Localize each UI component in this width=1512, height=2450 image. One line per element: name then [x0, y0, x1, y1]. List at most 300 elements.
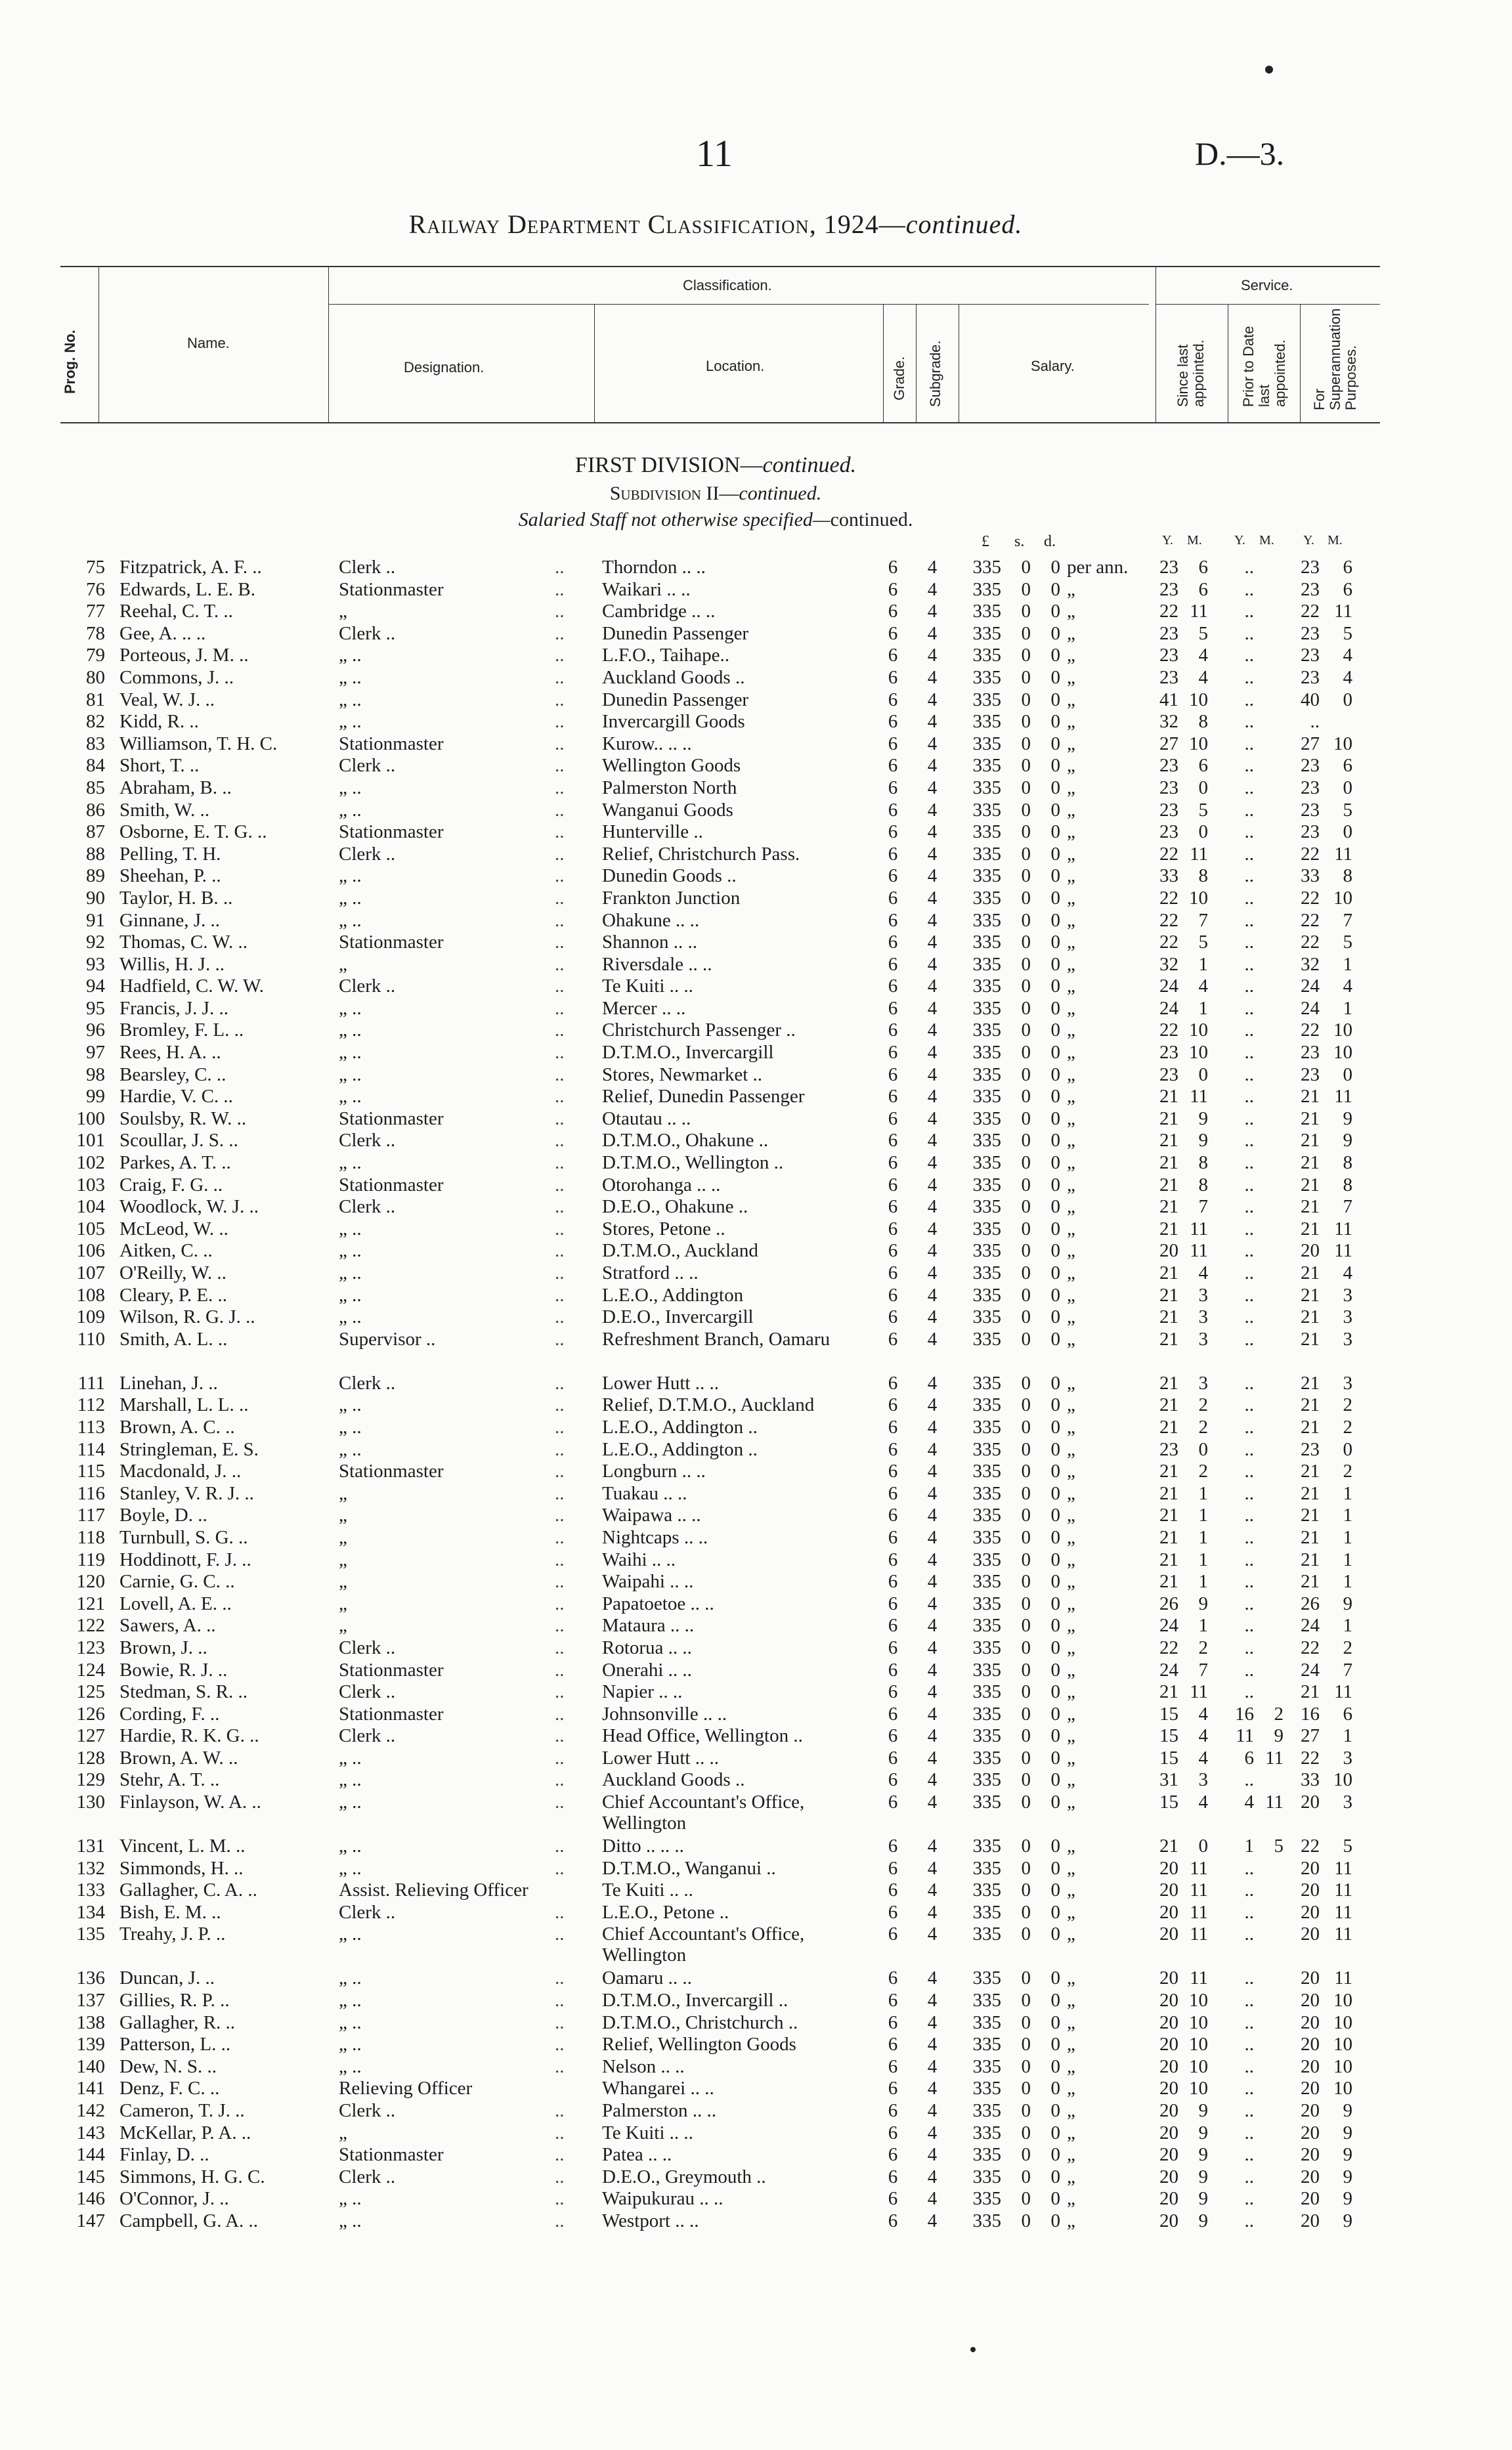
header-since-last [1175, 322, 1207, 407]
cell-s: 0 [1021, 1042, 1031, 1064]
cell-loc: Thorndon .. .. [602, 557, 706, 578]
cell-des: „ .. [339, 1836, 362, 1857]
cell-des: „ .. [339, 997, 362, 1019]
cell-fy: 22 [1301, 909, 1320, 931]
designation-leader: .. [555, 1130, 565, 1151]
cell-fy: 24 [1301, 1659, 1320, 1681]
cell-fm: 11 [1334, 1086, 1352, 1107]
cell-des: „ .. [339, 1284, 362, 1306]
cell-sub: 4 [927, 976, 938, 997]
cell-loc: Waipukurau .. .. [602, 2188, 724, 2210]
table-row [0, 1218, 1512, 1241]
cell-sy: 20 [1159, 2011, 1178, 2033]
cell-py: .. [1244, 953, 1254, 975]
cell-py: .. [1244, 1526, 1254, 1548]
designation-leader: .. [555, 2011, 565, 2033]
cell-sm: 1 [1198, 1505, 1208, 1526]
cell-sm: 0 [1198, 777, 1208, 798]
cell-sy: 23 [1159, 777, 1178, 798]
cell-sub: 4 [927, 1747, 938, 1769]
cell-grade: 6 [888, 2144, 898, 2166]
cell-sy: 15 [1159, 1703, 1178, 1725]
cell-s: 0 [1021, 1526, 1031, 1548]
cell-fm: 10 [1333, 1769, 1352, 1791]
cell-fm: 9 [1343, 2122, 1352, 2143]
cell-fy: 24 [1301, 1615, 1320, 1637]
cell-grade: 6 [888, 1990, 898, 2011]
cell-fm: 6 [1343, 755, 1352, 777]
cell-sm: 4 [1198, 645, 1208, 666]
cell-no: 93 [86, 953, 105, 975]
cell-no: 97 [86, 1042, 105, 1064]
header-designation: Designation. [404, 359, 485, 376]
cell-per: „ [1067, 1659, 1075, 1681]
cell-fm: 8 [1343, 865, 1352, 887]
table-row [0, 910, 1512, 932]
cell-py: .. [1244, 1152, 1254, 1174]
cell-fm: 0 [1343, 1438, 1352, 1460]
cell-sm: 9 [1198, 2144, 1208, 2166]
cell-fm: 10 [1333, 2078, 1352, 2099]
cell-s: 0 [1021, 1064, 1031, 1085]
designation-leader: .. [555, 1482, 565, 1504]
cell-py: .. [1244, 666, 1254, 688]
cell-sm: 10 [1189, 1990, 1208, 2011]
cell-des: „ .. [339, 2011, 362, 2033]
designation-leader: .. [555, 1438, 565, 1460]
table-row [0, 1836, 1512, 1858]
cell-py: 6 [1244, 1747, 1254, 1769]
cell-fy: 27 [1301, 1725, 1320, 1747]
document-reference: D.—3. [1195, 135, 1285, 172]
page-number: 11 [696, 132, 733, 175]
cell-grade: 6 [888, 755, 898, 777]
header-salary: Salary. [1031, 358, 1075, 374]
cell-pd: 335 [972, 1328, 1001, 1350]
cell-py: .. [1244, 1990, 1254, 2011]
cell-loc: D.T.M.O., Auckland [602, 1240, 758, 1262]
cell-fy: 22 [1301, 1836, 1320, 1857]
cell-sy: 22 [1159, 887, 1178, 909]
table-row [0, 1262, 1512, 1285]
cell-grade: 6 [888, 1218, 898, 1239]
cell-des: „ .. [339, 865, 362, 887]
cell-py: .. [1244, 1438, 1254, 1460]
cell-pd: 335 [972, 1174, 1001, 1195]
cell-py: .. [1244, 622, 1254, 644]
cell-des: Stationmaster [339, 1703, 444, 1725]
cell-no: 142 [76, 2100, 105, 2121]
cell-loc: Westport .. .. [602, 2210, 699, 2231]
cell-per: „ [1067, 2100, 1075, 2121]
cell-sub: 4 [927, 2034, 938, 2055]
cell-sm: 5 [1198, 932, 1208, 953]
cell-fy: 22 [1301, 1020, 1320, 1041]
cell-sy: 24 [1159, 1615, 1178, 1637]
cell-sy: 20 [1159, 2100, 1178, 2121]
cell-pd: 335 [972, 1637, 1001, 1658]
table-row [0, 1660, 1512, 1682]
cell-d: 0 [1050, 1306, 1060, 1328]
cell-pd: 335 [972, 1130, 1001, 1151]
designation-leader: .. [555, 1152, 565, 1174]
title-prefix: Railway Department Classification [408, 209, 810, 239]
table-row [0, 821, 1512, 844]
subdivision-text: Subdivision II— [609, 483, 739, 504]
cell-sub: 4 [927, 1107, 938, 1129]
cell-grade: 6 [888, 2100, 898, 2121]
cell-s: 0 [1021, 1372, 1031, 1394]
cell-py: .. [1244, 1107, 1254, 1129]
cell-d: 0 [1050, 1372, 1060, 1394]
cell-py: .. [1244, 799, 1254, 821]
cell-sy: 24 [1159, 976, 1178, 997]
cell-des: Clerk .. [339, 1196, 396, 1218]
cell-sub: 4 [927, 2188, 938, 2210]
cell-fm: 5 [1343, 799, 1352, 821]
cell-sub: 4 [927, 1306, 938, 1328]
cell-sub: 4 [927, 1615, 938, 1637]
cell-grade: 6 [888, 1549, 898, 1570]
header-service: Service. [1241, 277, 1293, 293]
designation-leader: .. [555, 1857, 565, 1879]
cell-name: Sawers, A. .. [119, 1615, 216, 1637]
designation-leader: .. [555, 1769, 565, 1791]
cell-pd: 335 [972, 755, 1001, 777]
cell-fm: 3 [1343, 1306, 1352, 1328]
cell-d: 0 [1050, 865, 1060, 887]
cell-fm: 4 [1343, 976, 1352, 997]
cell-sm: 9 [1198, 2210, 1208, 2231]
cell-py: .. [1244, 1593, 1254, 1614]
cell-sub: 4 [927, 1064, 938, 1085]
cell-name: Hardie, V. C. .. [119, 1086, 233, 1107]
cell-per: „ [1067, 755, 1075, 777]
cell-des: „ .. [339, 1438, 362, 1460]
cell-sy: 41 [1159, 689, 1178, 710]
cell-fm: 7 [1343, 909, 1352, 931]
cell-fy: 20 [1301, 2034, 1320, 2055]
cell-loc: Waipawa .. .. [602, 1505, 701, 1526]
cell-py: .. [1244, 2034, 1254, 2055]
cell-fy: 20 [1301, 2055, 1320, 2077]
cell-py: .. [1244, 2144, 1254, 2166]
cell-des: Clerk .. [339, 557, 396, 578]
designation-leader: .. [555, 976, 565, 997]
header-divider-3 [594, 304, 595, 422]
cell-des: „ [339, 601, 347, 622]
cell-fy: 20 [1301, 1923, 1320, 1945]
cell-name: Finlay, D. .. [119, 2144, 209, 2166]
cell-des: Clerk .. [339, 1725, 396, 1747]
cell-name: Stehr, A. T. .. [119, 1769, 220, 1791]
cell-pd: 335 [972, 601, 1001, 622]
cell-d: 0 [1050, 843, 1060, 865]
table-row [0, 800, 1512, 822]
cell-pd: 335 [972, 1218, 1001, 1239]
cell-des: „ .. [339, 2210, 362, 2231]
cell-py: .. [1244, 2188, 1254, 2210]
cell-fm: 9 [1343, 2100, 1352, 2121]
cell-loc: Papatoetoe .. .. [602, 1593, 714, 1614]
cell-name: Soulsby, R. W. .. [119, 1107, 247, 1129]
cell-grade: 6 [888, 1725, 898, 1747]
designation-leader: .. [555, 1372, 565, 1394]
cell-s: 0 [1021, 1107, 1031, 1129]
cell-py: .. [1244, 1262, 1254, 1283]
designation-leader: .. [555, 1416, 565, 1438]
cell-no: 141 [76, 2078, 105, 2099]
cell-sy: 21 [1159, 1394, 1178, 1416]
cell-py: .. [1244, 887, 1254, 909]
cell-per: „ [1067, 1901, 1075, 1923]
cell-pd: 335 [972, 1681, 1001, 1703]
table-row [0, 1483, 1512, 1505]
cell-name: Smith, W. .. [119, 799, 209, 821]
table-row [0, 1130, 1512, 1152]
cell-fm: 3 [1343, 1747, 1352, 1769]
cell-d: 0 [1050, 1990, 1060, 2011]
cell-no: 129 [76, 1769, 105, 1791]
cell-sub: 4 [927, 1328, 938, 1350]
cell-grade: 6 [888, 2210, 898, 2231]
cell-py: .. [1244, 689, 1254, 710]
cell-des: „ .. [339, 711, 362, 733]
cell-grade: 6 [888, 2166, 898, 2187]
cell-sy: 23 [1159, 821, 1178, 843]
cell-sm: 8 [1198, 1152, 1208, 1174]
cell-fy: 23 [1301, 557, 1320, 578]
cell-d: 0 [1050, 2188, 1060, 2210]
cell-sub: 4 [927, 821, 938, 843]
designation-leader: .. [555, 777, 565, 798]
cell-no: 75 [86, 557, 105, 578]
cell-d: 0 [1050, 1416, 1060, 1438]
cell-sy: 21 [1159, 1284, 1178, 1306]
cell-loc: Te Kuiti .. .. [602, 1880, 693, 1901]
designation-leader: .. [555, 1637, 565, 1658]
cell-sy: 23 [1159, 557, 1178, 578]
cell-fy: 21 [1301, 1394, 1320, 1416]
cell-grade: 6 [888, 1482, 898, 1504]
table-row [0, 1042, 1512, 1064]
designation-leader: .. [555, 1218, 565, 1239]
cell-fy: 21 [1301, 1086, 1320, 1107]
designation-leader: .. [555, 733, 565, 754]
header-divider-4 [883, 304, 884, 422]
cell-d: 0 [1050, 1792, 1060, 1813]
cell-name: Denz, F. C. .. [119, 2078, 220, 2099]
cell-py: .. [1244, 1174, 1254, 1195]
cell-sub: 4 [927, 1505, 938, 1526]
cell-fm: 3 [1343, 1284, 1352, 1306]
cell-des: „ .. [339, 2034, 362, 2055]
designation-leader: .. [555, 1196, 565, 1218]
cell-sub: 4 [927, 645, 938, 666]
cell-py: .. [1244, 601, 1254, 622]
cell-sm: 10 [1189, 2078, 1208, 2099]
cell-pd: 335 [972, 1020, 1001, 1041]
cell-grade: 6 [888, 1306, 898, 1328]
table-row [0, 1858, 1512, 1880]
cell-grade: 6 [888, 1152, 898, 1174]
cell-des: Relieving Officer [339, 2078, 473, 2099]
cell-d: 0 [1050, 1438, 1060, 1460]
cell-s: 0 [1021, 755, 1031, 777]
cell-no: 101 [76, 1130, 105, 1151]
cell-grade: 6 [888, 1593, 898, 1614]
cell-pd: 335 [972, 1064, 1001, 1085]
cell-sub: 4 [927, 1438, 938, 1460]
cell-sm: 8 [1198, 1174, 1208, 1195]
cell-sm: 9 [1198, 2122, 1208, 2143]
cell-sm: 11 [1190, 1967, 1208, 1989]
cell-grade: 6 [888, 1086, 898, 1107]
cell-grade: 6 [888, 909, 898, 931]
cell-pd: 335 [972, 1792, 1001, 1813]
cell-fm: 1 [1343, 1615, 1352, 1637]
cell-py: .. [1244, 1461, 1254, 1482]
cell-d: 0 [1050, 1064, 1060, 1085]
header-location: Location. [706, 358, 765, 374]
cell-sub: 4 [927, 1174, 938, 1195]
cell-d: 0 [1050, 1196, 1060, 1218]
cell-py: .. [1244, 1681, 1254, 1703]
cell-name: Francis, J. J. .. [119, 997, 228, 1019]
cell-s: 0 [1021, 2210, 1031, 2231]
cell-sub: 4 [927, 1284, 938, 1306]
table-row [0, 1285, 1512, 1307]
cell-des: „ .. [339, 799, 362, 821]
cell-loc: Kurow.. .. .. [602, 733, 692, 754]
division-text: FIRST DIVISION— [574, 453, 763, 477]
cell-loc: Otautau .. .. [602, 1107, 691, 1129]
cell-per: „ [1067, 2034, 1075, 2055]
cell-loc: Christchurch Passenger .. [602, 1020, 796, 1041]
cell-loc: Waihi .. .. [602, 1549, 676, 1570]
cell-fm: 10 [1333, 2055, 1352, 2077]
cell-pd: 335 [972, 2144, 1001, 2166]
cell-sub: 4 [927, 1593, 938, 1614]
cell-sub: 4 [927, 777, 938, 798]
designation-leader: .. [555, 1659, 565, 1681]
designation-leader: .. [555, 689, 565, 710]
cell-grade: 6 [888, 1328, 898, 1350]
cell-sub: 4 [927, 2210, 938, 2231]
cell-pm: 11 [1265, 1747, 1284, 1769]
designation-leader: .. [555, 1328, 565, 1350]
cell-loc: Refreshment Branch, Oamaru [602, 1328, 831, 1350]
cell-s: 0 [1021, 645, 1031, 666]
cell-grade: 6 [888, 887, 898, 909]
header-bottom-rule [60, 422, 1380, 423]
table-row [0, 1196, 1512, 1218]
cell-per: „ [1067, 777, 1075, 798]
cell-pd: 335 [972, 932, 1001, 953]
cell-d: 0 [1050, 909, 1060, 931]
cell-fy: 20 [1301, 1990, 1320, 2011]
cell-grade: 6 [888, 1107, 898, 1129]
cell-fm: 1 [1343, 997, 1352, 1019]
cell-sy: 31 [1159, 1769, 1178, 1791]
cell-per: „ [1067, 976, 1075, 997]
cell-sm: 4 [1198, 976, 1208, 997]
cell-d: 0 [1050, 1394, 1060, 1416]
table-row [0, 1086, 1512, 1108]
cell-name: Willis, H. J. .. [119, 953, 225, 975]
cell-sy: 20 [1159, 1880, 1178, 1901]
cell-pd: 335 [972, 1593, 1001, 1614]
cell-name: Bearsley, C. .. [119, 1064, 227, 1085]
cell-grade: 6 [888, 2055, 898, 2077]
cell-sub: 4 [927, 1262, 938, 1283]
cell-d: 0 [1050, 1505, 1060, 1526]
cell-fy: 21 [1301, 1549, 1320, 1570]
cell-no: 99 [86, 1086, 105, 1107]
header-divider-9 [1300, 304, 1301, 422]
cell-d: 0 [1050, 1857, 1060, 1879]
cell-per: „ [1067, 601, 1075, 622]
cell-fy: 26 [1301, 1593, 1320, 1614]
cell-d: 0 [1050, 689, 1060, 710]
cell-grade: 6 [888, 1747, 898, 1769]
cell-py: .. [1244, 1901, 1254, 1923]
cell-pd: 335 [972, 1990, 1001, 2011]
cell-des: „ .. [339, 1262, 362, 1283]
cell-sy: 21 [1159, 1086, 1178, 1107]
cell-sy: 20 [1159, 1901, 1178, 1923]
cell-des: Assist. Relieving Officer [339, 1880, 529, 1901]
cell-fm: 1 [1343, 953, 1352, 975]
cell-sm: 10 [1189, 2011, 1208, 2033]
cell-per: „ [1067, 2188, 1075, 2210]
cell-fm: 2 [1343, 1461, 1352, 1482]
cell-fy: 20 [1301, 2100, 1320, 2121]
table-row [0, 2144, 1512, 2166]
cell-des: Clerk .. [339, 622, 396, 644]
cell-sy: 20 [1159, 2122, 1178, 2143]
cell-loc: Patea .. .. [602, 2144, 672, 2166]
cell-fm: 11 [1334, 1901, 1352, 1923]
table-row [0, 2122, 1512, 2145]
cell-loc: L.E.O., Addington .. [602, 1438, 758, 1460]
cell-py: .. [1244, 1328, 1254, 1350]
cell-per: „ [1067, 821, 1075, 843]
table-row [0, 1064, 1512, 1086]
cell-py: .. [1244, 2011, 1254, 2033]
cell-per: „ [1067, 953, 1075, 975]
cell-sm: 11 [1190, 1240, 1208, 1262]
cell-des: Clerk .. [339, 755, 396, 777]
cell-sub: 4 [927, 1372, 938, 1394]
cell-loc: Mercer .. .. [602, 997, 686, 1019]
cell-sy: 21 [1159, 1306, 1178, 1328]
cell-s: 0 [1021, 2144, 1031, 2166]
designation-leader: .. [555, 2210, 565, 2231]
cell-sy: 15 [1159, 1747, 1178, 1769]
cell-name: Kidd, R. .. [119, 711, 199, 733]
cell-sm: 0 [1198, 1836, 1208, 1857]
cell-s: 0 [1021, 2100, 1031, 2121]
cell-pd: 335 [972, 1372, 1001, 1394]
cell-name: Gillies, R. P. .. [119, 1990, 230, 2011]
cell-d: 0 [1050, 622, 1060, 644]
cell-py: 1 [1244, 1836, 1254, 1857]
cell-s: 0 [1021, 1880, 1031, 1901]
cell-sm: 3 [1198, 1306, 1208, 1328]
cell-pd: 335 [972, 1086, 1001, 1107]
cell-name: Parkes, A. T. .. [119, 1152, 231, 1174]
